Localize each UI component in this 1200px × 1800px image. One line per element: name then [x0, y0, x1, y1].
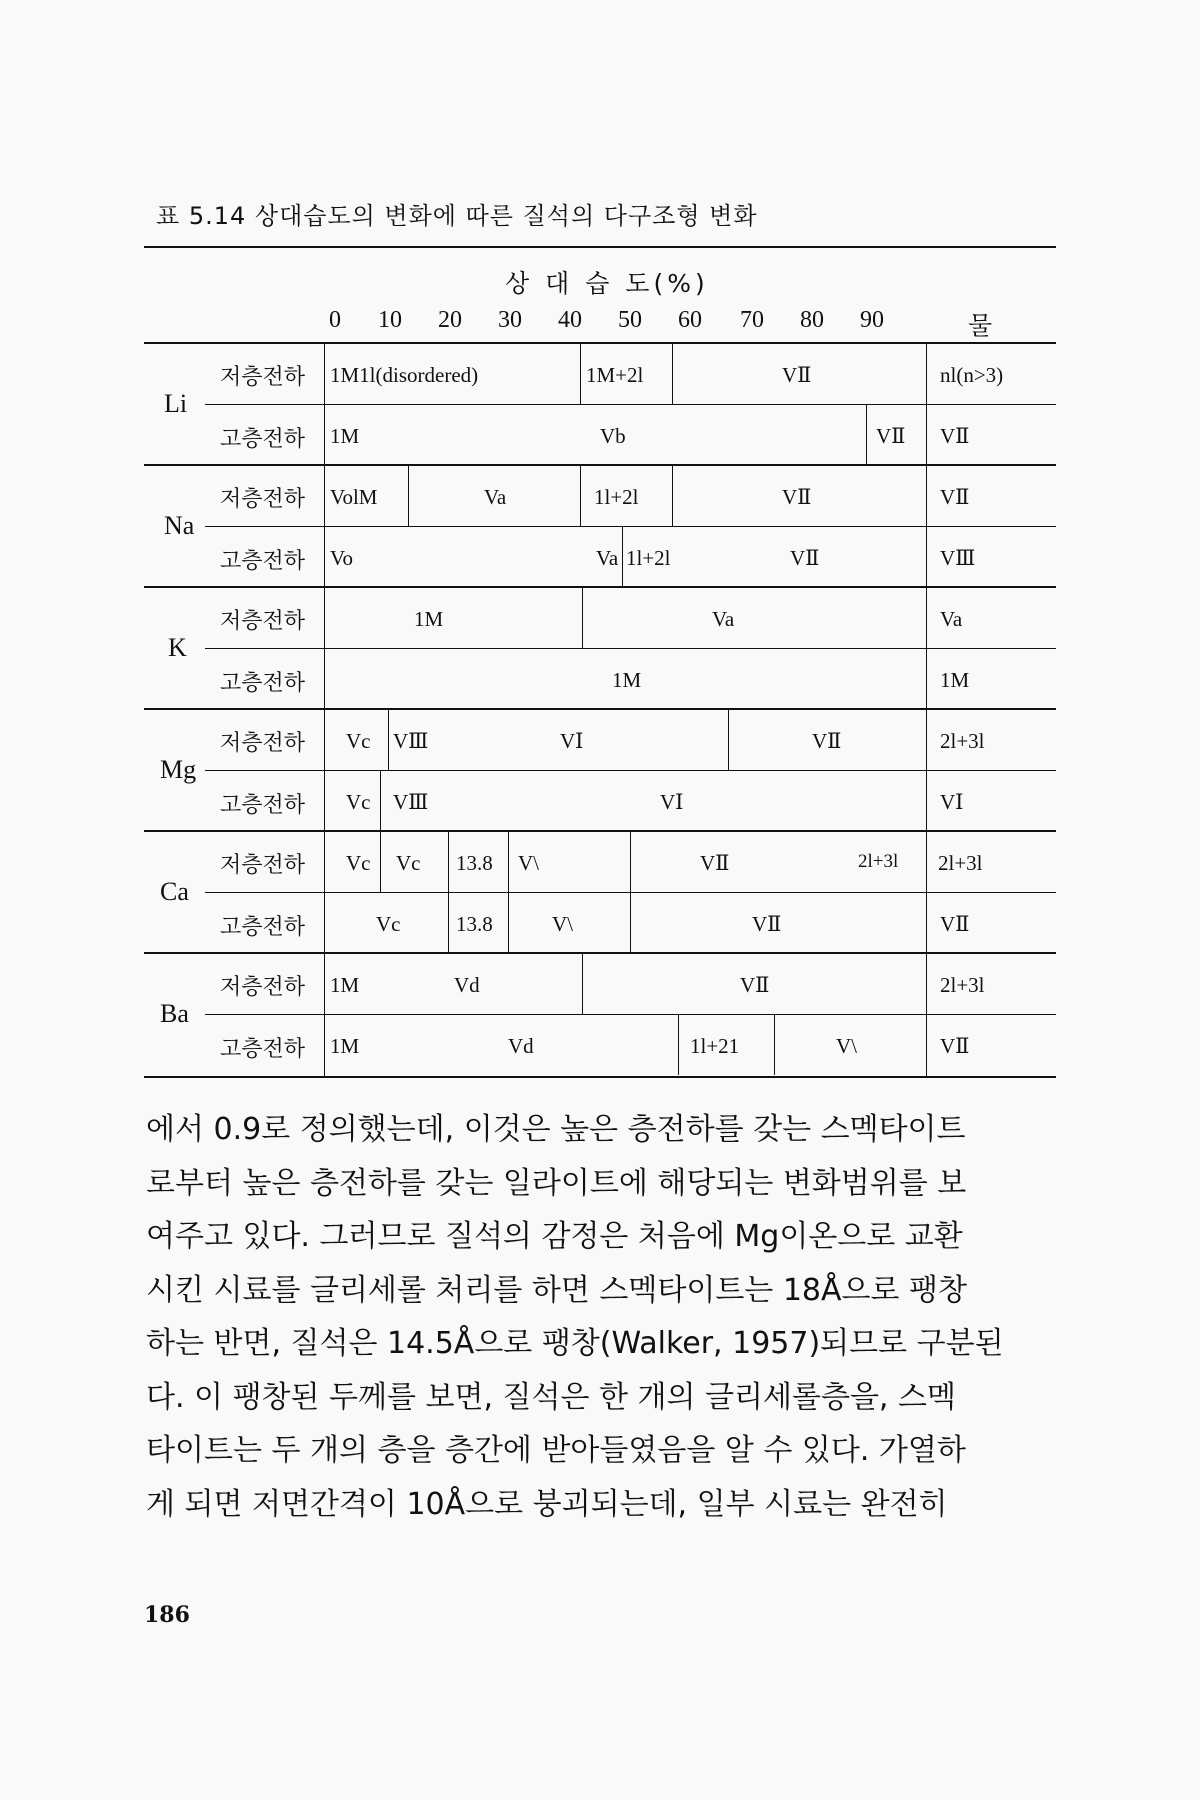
phase-cell: 2l+3l	[940, 973, 985, 997]
cell-divider	[580, 343, 581, 404]
cell-divider	[448, 892, 449, 952]
phase-cell: VⅡ	[700, 851, 730, 875]
low-charge-label: 저층전하	[220, 487, 306, 512]
phase-cell: 1M1l(disordered)	[330, 363, 479, 387]
subrow-rule	[205, 1014, 1056, 1015]
cell-divider	[380, 831, 381, 892]
phase-cell: Va	[596, 546, 619, 570]
cell-divider	[580, 465, 581, 526]
group-rule	[144, 830, 1056, 832]
phase-cell: Vo	[330, 546, 353, 570]
phase-cell: VⅢ	[393, 790, 429, 814]
text-line: 여주고 있다. 그러므로 질석의 감정은 처음에 Mg이온으로 교환	[146, 1219, 963, 1254]
group-rule	[144, 586, 1056, 588]
text-line: 로부터 높은 층전하를 갖는 일라이트에 해당되는 변화범위를 보	[146, 1165, 967, 1201]
ion-label-ca: Ca	[160, 877, 189, 906]
text-line: 타이트는 두 개의 층을 층간에 받아들였음을 알 수 있다. 가열하	[146, 1433, 966, 1468]
phase-cell: VⅡ	[940, 485, 970, 509]
cell-divider	[622, 526, 623, 586]
phase-cell: Vb	[600, 424, 626, 448]
low-charge-label: 저층전하	[220, 853, 306, 878]
phase-cell: 13.8	[456, 851, 493, 875]
cell-divider	[672, 343, 673, 404]
low-charge-label: 저층전하	[220, 975, 306, 1000]
tick-label: 50	[618, 307, 642, 333]
phase-cell: Va	[712, 607, 735, 631]
phase-cell: VⅡ	[782, 485, 812, 509]
phase-cell: 1M	[330, 1034, 360, 1058]
high-charge-label: 고층전하	[220, 549, 306, 574]
tick-label: 60	[678, 307, 702, 333]
phase-cell: Vc	[376, 912, 401, 936]
high-charge-label: 고층전하	[220, 793, 306, 818]
high-charge-label: 고층전하	[220, 427, 306, 452]
phase-cell: VⅢ	[940, 546, 976, 570]
phase-cell: VⅠ	[660, 790, 684, 814]
ion-label-li: Li	[164, 389, 188, 418]
cell-divider	[582, 587, 583, 648]
cell-divider	[678, 1014, 679, 1075]
tick-label: 20	[438, 307, 462, 333]
high-charge-label: 고층전하	[220, 671, 306, 696]
cell-divider	[448, 831, 449, 892]
cell-divider	[508, 892, 509, 952]
table-caption: 표 5.14 상대습도의 변화에 따른 질석의 다구조형 변화	[156, 202, 758, 230]
phase-cell: V\	[836, 1034, 857, 1058]
phase-cell: 1M	[330, 424, 360, 448]
phase-cell: VⅡ	[940, 1034, 970, 1058]
tick-label: 10	[378, 307, 402, 333]
phase-cell: 2l+3l	[938, 851, 983, 875]
text-line: 게 되면 저면간격이 10Å으로 붕괴되는데, 일부 시료는 완전히	[146, 1486, 948, 1522]
subrow-rule	[205, 648, 1056, 649]
phase-cell: Vd	[454, 973, 480, 997]
phase-cell: 1M+2l	[586, 363, 644, 387]
tick-label: 30	[498, 307, 522, 333]
text-line: 다. 이 팽창된 두께를 보면, 질석은 한 개의 글리세롤층을, 스멕	[146, 1379, 956, 1415]
subrow-rule	[205, 404, 1056, 405]
cell-divider	[728, 709, 729, 770]
ion-label-k: K	[168, 633, 187, 662]
subrow-rule	[205, 770, 1056, 771]
cell-divider	[630, 892, 631, 952]
phase-cell: 1l+2l	[626, 546, 671, 570]
phase-cell: VⅡ	[812, 729, 842, 753]
phase-cell: VⅡ	[752, 912, 782, 936]
phase-cell: VⅡ	[782, 363, 812, 387]
cell-divider	[408, 465, 409, 526]
phase-cell: 1M	[330, 973, 360, 997]
phase-cell: 2l+3l	[940, 729, 985, 753]
phase-cell: V\	[552, 912, 573, 936]
cell-divider	[866, 404, 867, 464]
cell-divider	[672, 465, 673, 526]
phase-cell: 1M	[940, 668, 970, 692]
phase-cell: Vc	[346, 790, 371, 814]
text-line: 하는 반면, 질석은 14.5Å으로 팽창(Walker, 1957)되므로 구분된	[146, 1326, 1004, 1361]
humidity-header: 상 대 습 도(%)	[505, 269, 709, 298]
text-line: 시킨 시료를 글리세롤 처리를 하면 스멕타이트는 18Å으로 팽창	[146, 1272, 967, 1308]
cell-divider	[388, 709, 389, 770]
table-bottom-rule	[144, 1076, 1056, 1078]
phase-cell: V\	[518, 851, 539, 875]
phase-cell: Vc	[346, 729, 371, 753]
phase-cell: VⅡ	[940, 912, 970, 936]
phase-cell: nl(n>3)	[940, 363, 1004, 387]
phase-cell: VⅠ	[560, 729, 584, 753]
cell-divider	[630, 831, 631, 892]
group-rule	[144, 464, 1056, 466]
phase-cell: Vc	[346, 851, 371, 875]
text-line: 에서 0.9로 정의했는데, 이것은 높은 층전하를 갖는 스멕타이트	[146, 1112, 966, 1147]
cell-divider	[380, 770, 381, 830]
tick-label: 70	[740, 307, 764, 333]
group-rule	[144, 952, 1056, 954]
phase-cell: 1l+2l	[594, 485, 639, 509]
body-paragraph	[146, 1103, 1056, 1531]
phase-cell: 13.8	[456, 912, 493, 936]
ion-label-na: Na	[164, 511, 195, 540]
subrow-rule	[205, 526, 1056, 527]
table-top-rule	[144, 246, 1056, 248]
header-bottom-rule	[144, 342, 1056, 344]
phase-cell: VⅡ	[790, 546, 820, 570]
tick-label: 80	[800, 307, 824, 333]
low-charge-label: 저층전하	[220, 731, 306, 756]
tick-label: 0	[329, 307, 341, 333]
phase-cell: 2l+3l	[858, 851, 899, 872]
ion-label-mg: Mg	[160, 755, 197, 784]
phase-cell: Vd	[508, 1034, 534, 1058]
low-charge-label: 저층전하	[220, 609, 306, 634]
water-column-divider	[926, 343, 927, 1078]
water-header: 물	[968, 311, 997, 340]
phase-cell: VⅡ	[740, 973, 770, 997]
phase-cell: 1l+21	[690, 1034, 740, 1058]
ion-label-ba: Ba	[160, 999, 189, 1028]
cell-divider	[774, 1014, 775, 1075]
tick-label: 90	[860, 307, 884, 333]
phase-cell: Va	[484, 485, 507, 509]
phase-cell: VⅠ	[940, 790, 964, 814]
phase-cell: 1M	[414, 607, 444, 631]
phase-cell: VⅡ	[876, 424, 906, 448]
tick-label: 40	[558, 307, 582, 333]
group-rule	[144, 708, 1056, 710]
high-charge-label: 고층전하	[220, 1037, 306, 1062]
phase-cell: Vc	[396, 851, 421, 875]
phase-cell: Va	[940, 607, 963, 631]
phase-cell: VⅢ	[393, 729, 429, 753]
cell-divider	[582, 953, 583, 1014]
low-charge-label: 저층전하	[220, 365, 306, 390]
phase-cell: VolM	[330, 485, 378, 509]
high-charge-label: 고층전하	[220, 915, 306, 940]
cell-divider	[508, 831, 509, 892]
phase-cell: 1M	[612, 668, 642, 692]
page-number: 186	[144, 1602, 190, 1628]
phase-cell: VⅡ	[940, 424, 970, 448]
label-column-divider	[324, 343, 325, 1078]
